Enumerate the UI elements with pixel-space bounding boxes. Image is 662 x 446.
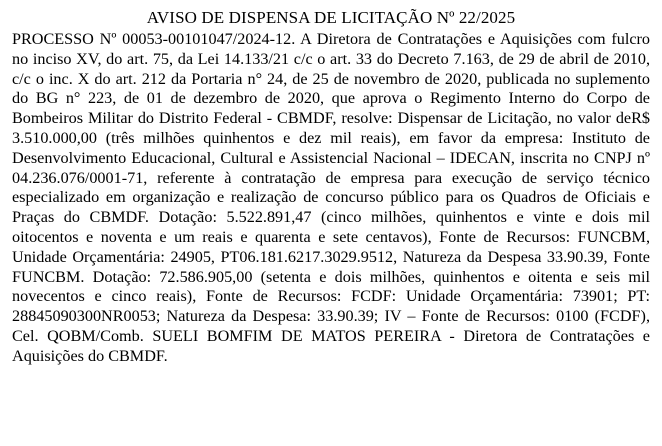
notice-body-text: PROCESSO Nº 00053-00101047/2024-12. A Diretora de Contratações e Aquisições com fulcro no inciso XV, do art. 75, da Lei 14.133/21 c/c o art. 33 do Decreto 7.163, de 29 de abril de 2010, c/c o inc. X do art. 212 da Portaria n° 24, de 25 de novembro de 2020, publicada no suplemento do BG n° 223, de 01 de dezembro de 2020, que aprova o Regimento Interno do Corpo de Bombeiros Militar do Distrito Federal - CBMDF, resolve: Dispensar de Licitação, no valor deR$ 3.510.000,00 (três milhões quinhentos e dez mil reais), em favor da empresa: Instituto de Desenvolvimento Educacional, Cultural e Assistencial Nacional – IDECAN, inscrita no CNPJ nº 04.236.076/0001-71, referente à contratação de empresa para execução de serviço técnico especializado em organização e realização de concurso público para os Quadros de Oficiais e Praças do CBMDF. Dotação: 5.522.891,47 (cinco milhões, quinhentos e vinte e dois mil oitocentos e noventa e um reais e quarenta e sete centavos), Fonte de Recursos: FUNCBM, Unidade Orçamentária: 24905, PT06.181.6217.3029.9512, Natureza da Despesa 33.90.39, Fonte FUNCBM. Dotação: 72.586.905,00 (setenta e dois milhões, quinhentos e oitenta e seis mil novecentos e cinco reais), Fonte de Recursos: FCDF: Unidade Orçamentária: 73901; PT: 28845090300NR0053; Natureza da Despesa: 33.90.39; IV – Fonte de Recursos: 0100 (FCDF), Cel. QOBM/Comb. SUELI BOMFIM DE MATOS PEREIRA - Diretora de Contratações e Aquisições do CBMDF.	[12, 30, 650, 365]
notice-title: AVISO DE DISPENSA DE LICITAÇÃO Nº 22/2025	[146, 8, 516, 27]
